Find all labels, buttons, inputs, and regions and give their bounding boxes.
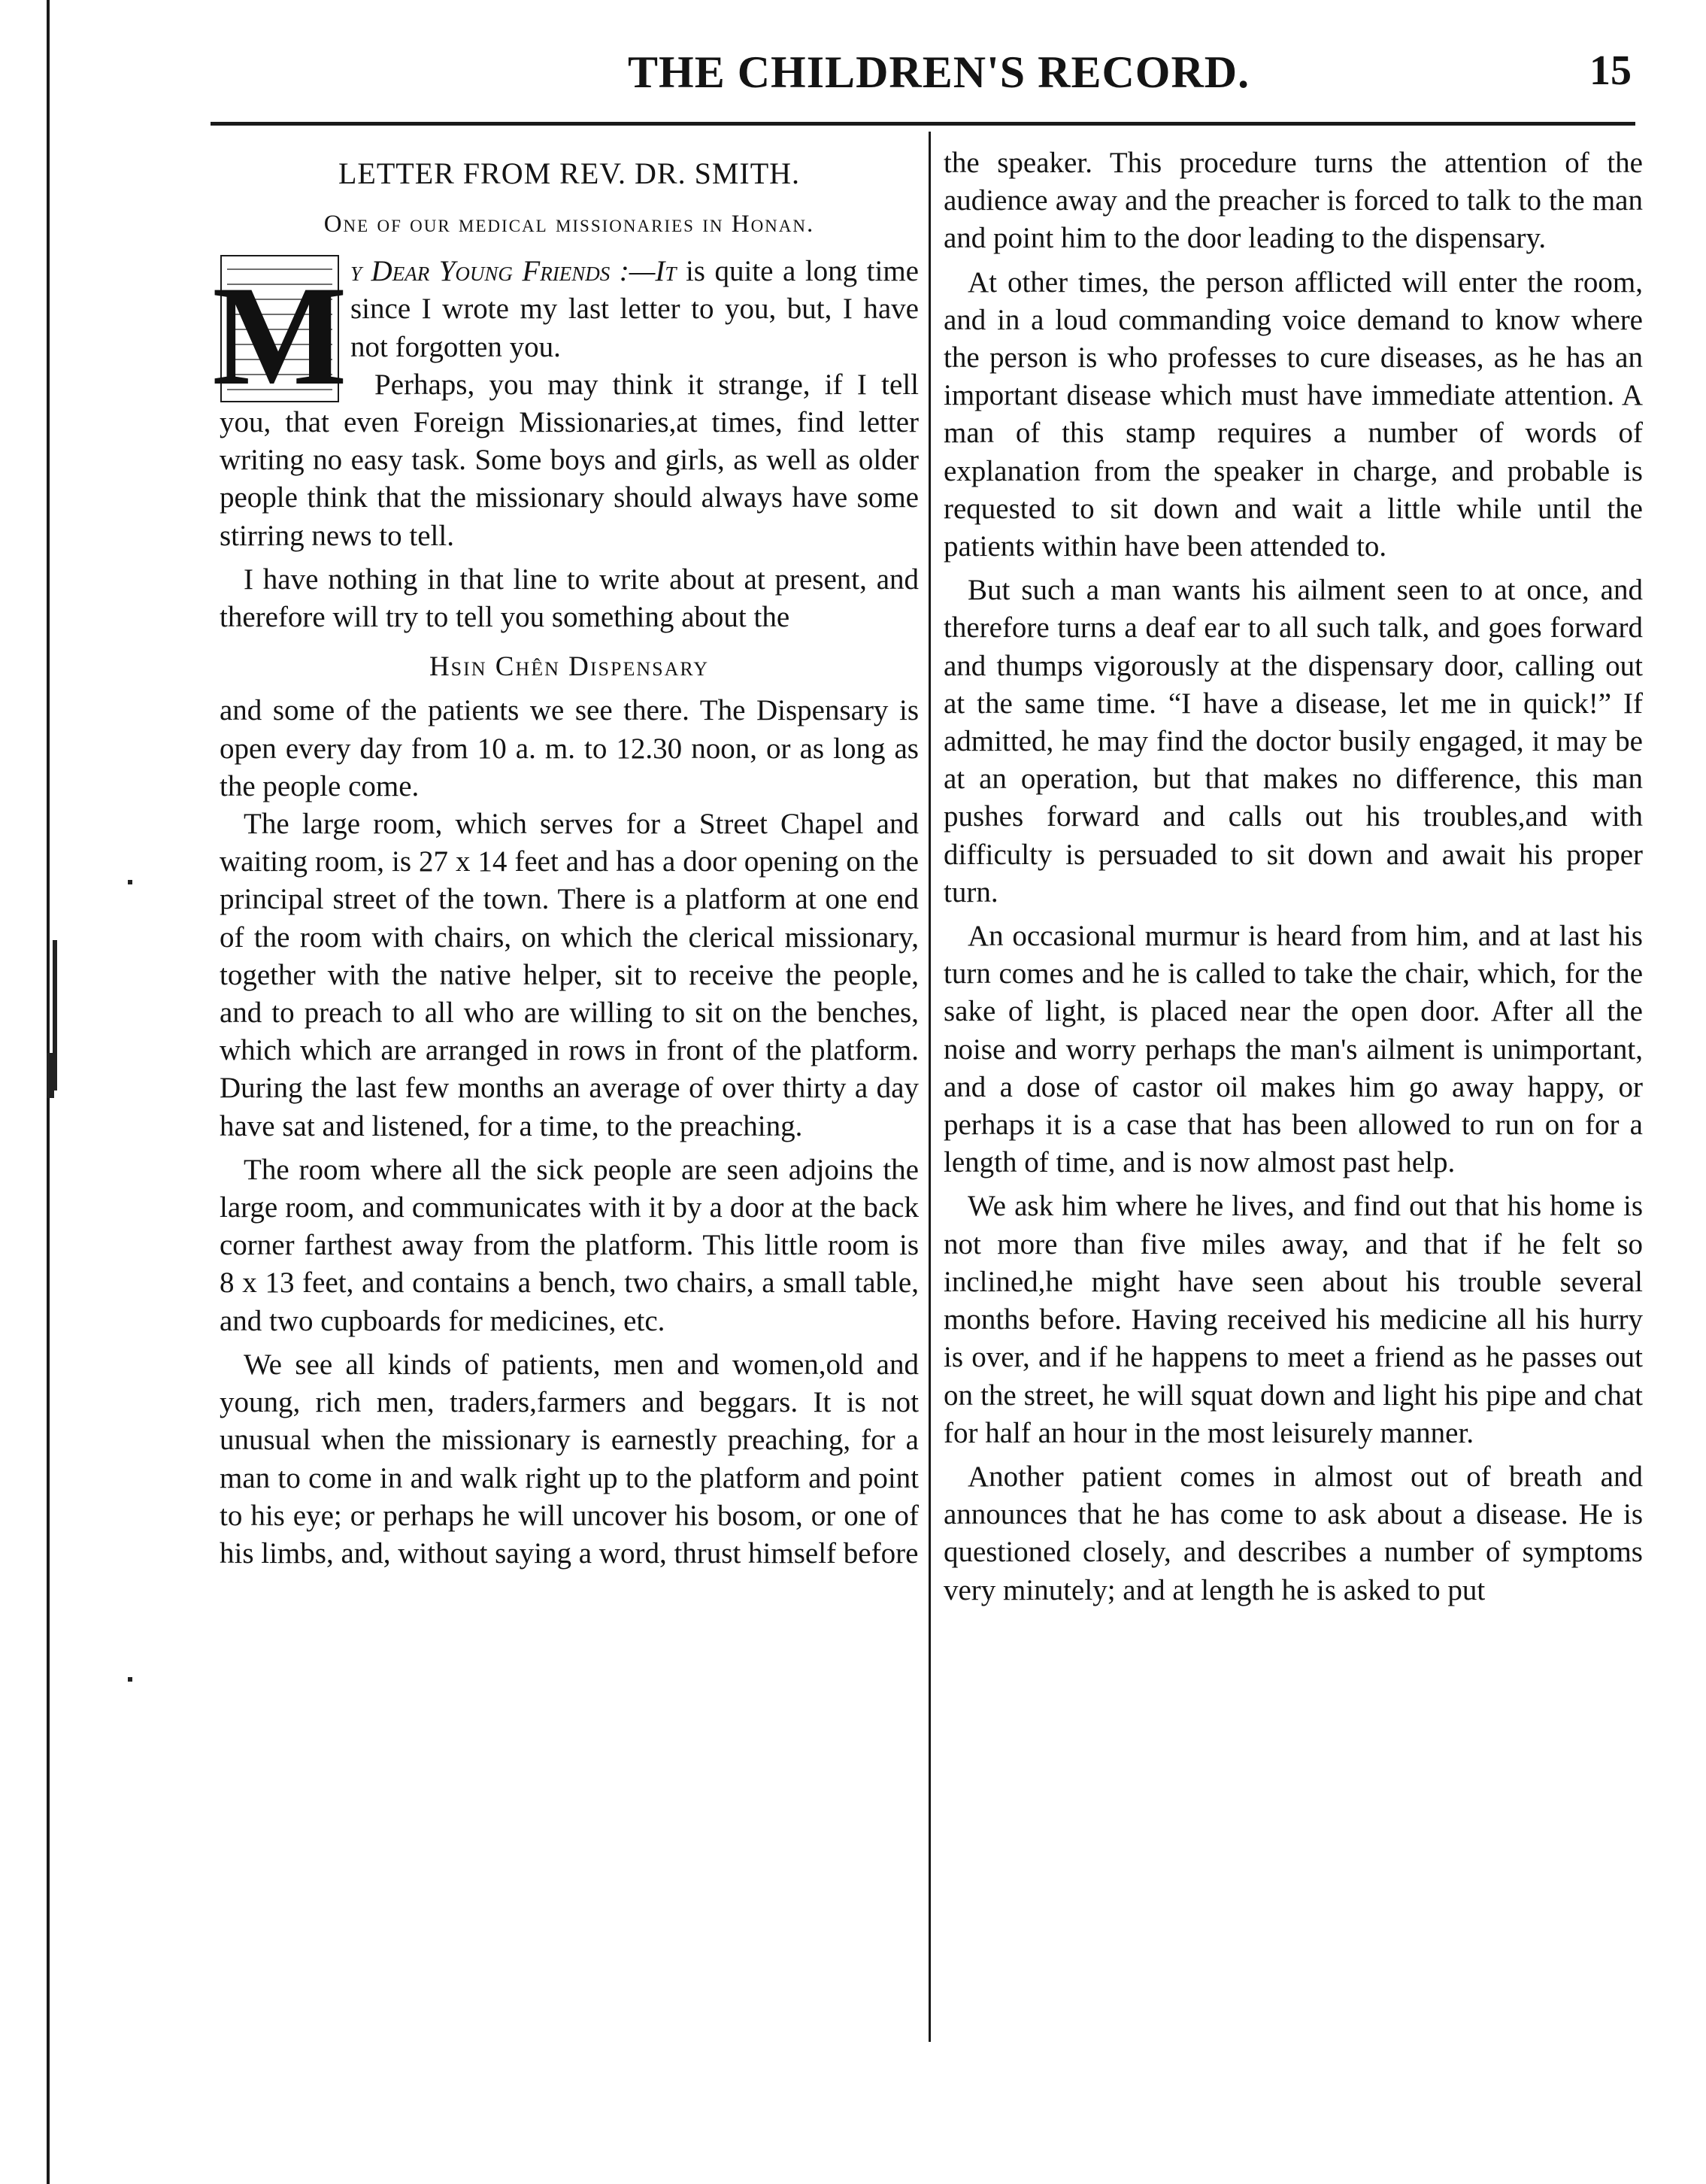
body-paragraph: and some of the patients we see there. The Dispensary is open every day from 10 a. m. to 12.30 noon, or as long as the people come. <box>220 694 919 802</box>
article-title: LETTER FROM REV. DR. SMITH. <box>338 156 801 190</box>
drop-cap-letter: M <box>212 257 347 416</box>
body-paragraph: But such a man wants his ailment seen to at once, and therefore turns a deaf ear to all such talk, and goes forward and thumps vigorously at the dispensary door, calling out at the same time. “I have a disease, let me in quick!” If admitted, he may find the doctor busily engaged, it may be at an operation, but that makes no difference, this man pushes forward and calls out his troubles,and with difficulty is persuaded to sit down and await his proper turn. <box>944 574 1643 908</box>
header-rule <box>211 122 1635 126</box>
section-heading: Hsin Chên Dispensary <box>429 651 710 683</box>
body-paragraph: We ask him where he lives, and find out that his home is not more than five miles away, and that if he felt so inclined,he might have seen about his trouble several months before. Having received his medicine all his hurry is over, and if he happens to meet a friend as he passes out on the street, he will squat down and light his pipe and chat for half an hour in the most leisurely manner. <box>944 1190 1643 1449</box>
margin-mark <box>128 1677 132 1682</box>
left-column <box>212 144 919 1573</box>
margin-mark <box>47 1053 54 1098</box>
salutation: y Dear Young Friends :—It <box>350 255 677 288</box>
body-paragraph: Another patient comes in almost out of breath and announces that he has come to ask about a disease. He is questioned closely, and describes a number of symptoms very minutely; and at length he is asked to put <box>944 1460 1643 1606</box>
opening-text: is quite a long time since I wrote my last letter to you, but, I have not forgotten you. <box>350 255 919 363</box>
column-divider <box>929 132 931 2042</box>
body-paragraph: An occasional murmur is heard from him, and at last his turn comes and he is called to take the chair, which, for the sake of light, is placed near the open door. After all the noise and worry perhaps the man's ailment is unimportant, and a dose of castor oil makes him go away happy, or perhaps it is a case that has been allowed to run on for a length of time, and is now almost past help. <box>944 920 1643 1179</box>
body-paragraph: The large room, which serves for a Street Chapel and waiting room, is 27 x 14 feet and has a door opening on the principal street of the town. There is a platform at one end of the room with chairs, on which the clerical missionary, together with the native helper, sit to receive the people, and to preach to all who are willing to sit on the benches, which which are arranged in rows in front of the platform. During the last few months an average of over thirty a day have sat and listened, for a time, to the preaching. <box>220 808 919 1142</box>
drop-cap-m <box>212 254 347 416</box>
margin-mark <box>128 880 132 884</box>
body-paragraph: The room where all the sick people are seen adjoins the large room, and communicates with it by a door at the back corner farthest away from the platform. This little room is 8 x 13 feet, and contains a bench, two chairs, a small table, and two cupboards for medicines, etc. <box>220 1153 919 1337</box>
running-title: THE CHILDREN'S RECORD. <box>628 47 1250 97</box>
body-paragraph: We see all kinds of patients, men and women,old and young, rich men, traders,farmers and beggars. It is not unusual when the missionary is earnestly preaching, for a man to come in and walk right up to the platform and point to his eye; or perhaps he will uncover his bosom, or one of his limbs, and, without saying a word, thrust himself before <box>220 1348 919 1570</box>
body-paragraph: the speaker. This procedure turns the attention of the audience away and the preacher is forced to talk to the man and point him to the door leading to the dispensary. <box>944 147 1643 255</box>
page-header <box>218 47 1632 107</box>
right-column <box>944 144 1643 1609</box>
body-paragraph: I have nothing in that line to write about at present, and therefore will try to tell you something about the <box>220 563 919 634</box>
page-number: 15 <box>1589 47 1632 94</box>
article-subtitle: One of our medical missionaries in Honan. <box>323 211 815 238</box>
body-paragraph: Perhaps, you may think it strange, if I tell you, that even Foreign Missionaries,at times, find letter writing no easy task. Some boys and girls, as well as older people think that the missionary should always have some stirring news to tell. <box>220 368 919 552</box>
body-paragraph: At other times, the person afflicted will enter the room, and in a loud commanding voice demand to know where the person is who professes to cure diseases, as he has an important disease which must have immediate attention. A man of this stamp requires a number of words of explanation from the speaker in charge, and probable is requested to sit down and wait a little while until the patients within have been attended to. <box>944 265 1643 563</box>
